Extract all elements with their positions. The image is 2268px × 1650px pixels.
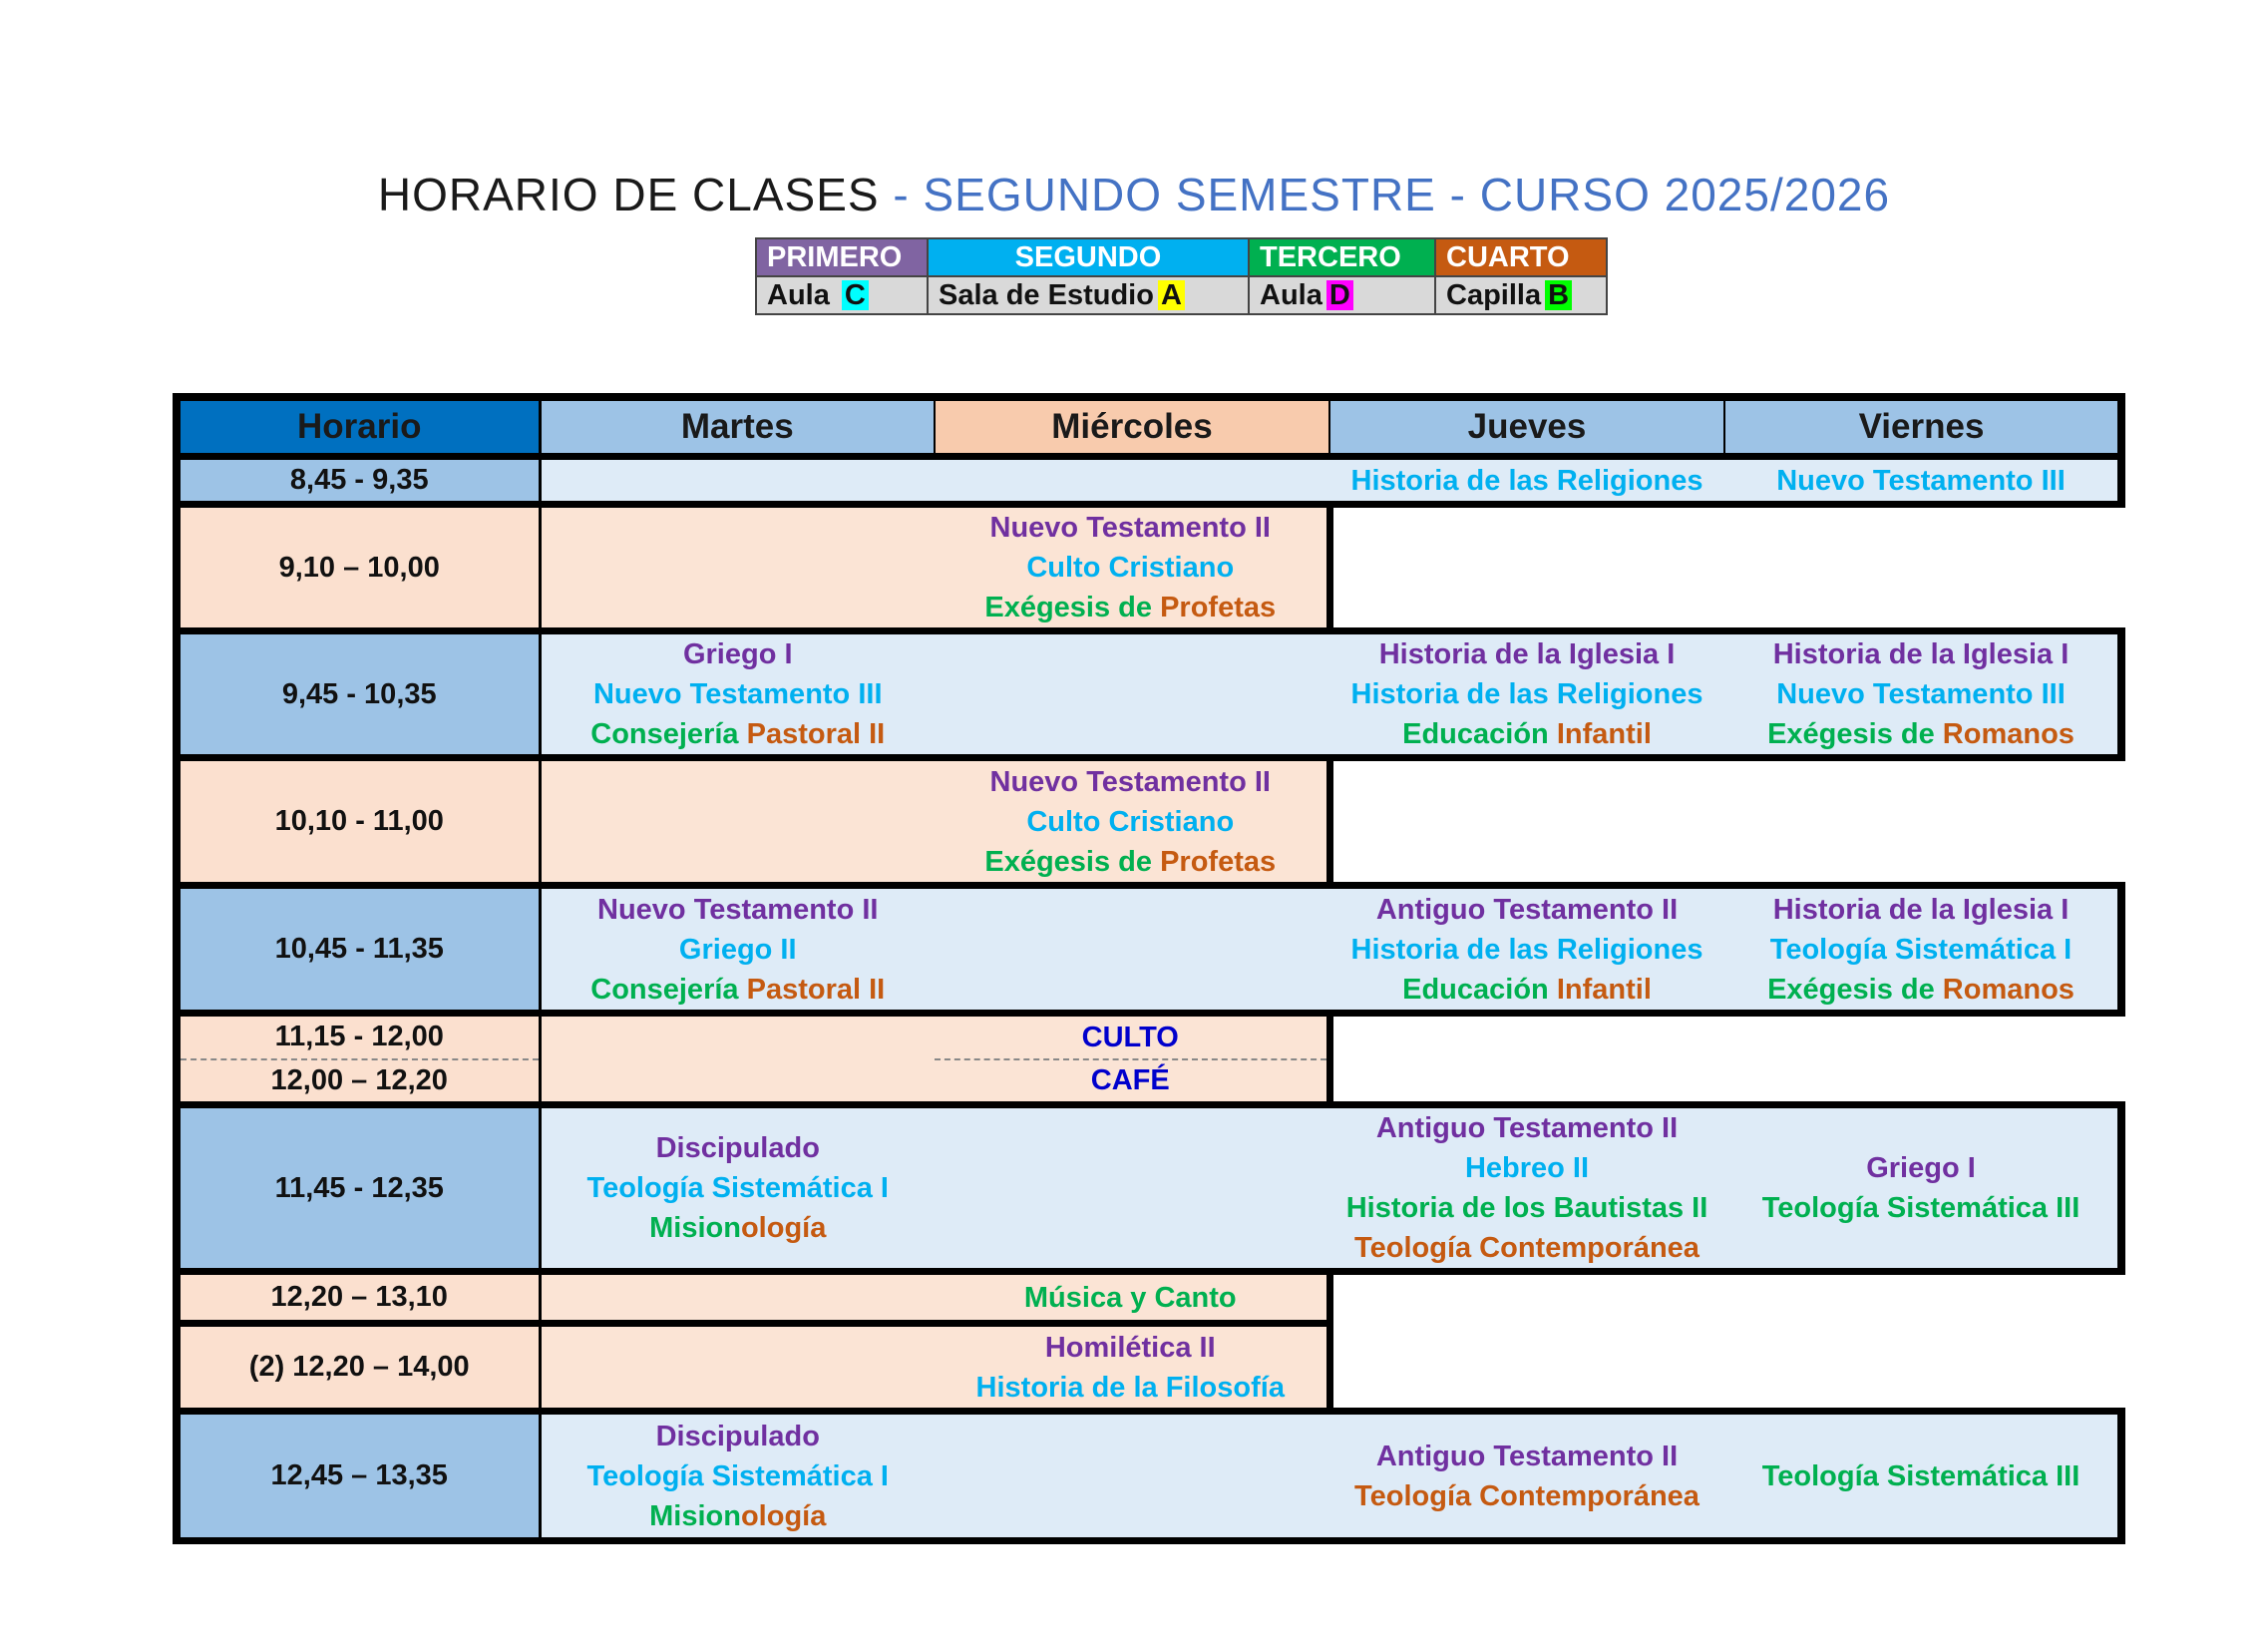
martes-cell: [540, 886, 935, 1014]
table-row: [177, 631, 2121, 758]
class-item: Educación Infantil: [1402, 973, 1652, 1006]
class-item: Nuevo Testamento II: [989, 512, 1271, 544]
class-item: Educación Infantil: [1402, 718, 1652, 750]
class-item: Nuevo Testamento III: [1776, 678, 2066, 710]
class-item: Discipulado: [655, 1132, 820, 1164]
jueves-cell: [1329, 1412, 1724, 1541]
miercoles-cell: [935, 886, 1329, 1014]
class-item: Historia de la Filosofía: [975, 1371, 1285, 1404]
header-horario: Horario: [177, 397, 540, 457]
legend-cuarto: CUARTO: [1435, 238, 1607, 276]
legend-tercero: TERCERO: [1249, 238, 1435, 276]
class-item: Misionología: [649, 1212, 827, 1244]
class-item: Teología Sistemática I: [1769, 933, 2073, 966]
class-item: Culto Cristiano: [1026, 805, 1235, 838]
martes-cell: [540, 758, 935, 886]
cafe-label: CAFÉ: [1090, 1064, 1170, 1097]
time-slot: 10,45 - 11,35: [177, 886, 540, 1014]
viernes-cell: [1724, 886, 2121, 1014]
martes-cell: [540, 631, 935, 758]
jueves-cell: [1329, 631, 1724, 758]
class-item: Discipulado: [655, 1420, 820, 1452]
header-martes: Martes: [540, 397, 935, 457]
class-item: Teología Sistemática I: [586, 1459, 889, 1492]
title-semester: - SEGUNDO SEMESTRE - CURSO 2025/2026: [879, 169, 1891, 220]
martes-cell: [540, 1105, 935, 1272]
empty-cell: [1329, 505, 2121, 631]
class-item: Historia de la Iglesia I: [1378, 638, 1676, 670]
legend-room-primero: Aula C: [756, 276, 928, 314]
jueves-cell: [1329, 1105, 1724, 1272]
page-title: [0, 168, 2268, 221]
course-legend: [755, 237, 1608, 315]
class-item: Teología Sistemática III: [1761, 1192, 2080, 1224]
class-item: Teología Sistemática I: [586, 1172, 889, 1204]
miercoles-cell: [935, 1272, 1329, 1324]
time-slot: 12,20 – 13,10: [177, 1272, 540, 1324]
time-slot: 12,00 – 12,20: [177, 1059, 540, 1105]
class-item: Antiguo Testamento II: [1375, 1112, 1679, 1144]
class-item: Exégesis de Romanos: [1767, 973, 2075, 1006]
legend-room-segundo: Sala de Estudio A: [928, 276, 1249, 314]
class-item: Historia de los Bautistas II: [1345, 1192, 1708, 1224]
time-slot: 8,45 - 9,35: [177, 457, 540, 505]
class-item: Historia de las Religiones: [1350, 464, 1703, 497]
empty-cell: [1329, 1324, 2121, 1412]
class-item: Historia de las Religiones: [1350, 678, 1703, 710]
class-item: Teología Contemporánea: [1354, 1479, 1700, 1512]
room-tag-d: D: [1326, 280, 1353, 310]
martes-cell: [540, 1412, 935, 1541]
table-row: [177, 1324, 2121, 1412]
header-miercoles: Miércoles: [935, 397, 1329, 457]
class-item: Historia de la Iglesia I: [1772, 893, 2070, 926]
viernes-cell: [1724, 457, 2121, 505]
class-item: Teología Sistemática III: [1761, 1459, 2080, 1492]
class-item: Nuevo Testamento II: [989, 765, 1271, 798]
empty-cell: [1329, 758, 2121, 886]
miercoles-cell: [935, 758, 1329, 886]
class-item: Antiguo Testamento II: [1375, 893, 1679, 926]
viernes-cell: [1724, 1412, 2121, 1541]
table-row: [177, 1272, 2121, 1324]
class-item: Griego I: [682, 638, 793, 670]
empty-cell: [1329, 1059, 2121, 1105]
martes-cell: [540, 1059, 935, 1105]
title-main: HORARIO DE CLASES: [377, 169, 880, 220]
time-slot: 11,45 - 12,35: [177, 1105, 540, 1272]
class-item: Antiguo Testamento II: [1375, 1440, 1679, 1472]
miercoles-cell: [935, 457, 1329, 505]
room-tag-a: A: [1158, 280, 1185, 310]
legend-room-cuarto: Capilla B: [1435, 276, 1607, 314]
table-row: [177, 1412, 2121, 1541]
miercoles-cell: [935, 1059, 1329, 1105]
class-item: Nuevo Testamento III: [592, 678, 883, 710]
miercoles-cell: [935, 1412, 1329, 1541]
martes-cell: [540, 1324, 935, 1412]
martes-cell: [540, 1014, 935, 1059]
martes-cell: [540, 457, 935, 505]
class-item: Nuevo Testamento II: [597, 893, 879, 926]
martes-cell: [540, 505, 935, 631]
legend-room-tercero: Aula D: [1249, 276, 1435, 314]
jueves-cell: [1329, 886, 1724, 1014]
miercoles-cell: [935, 1014, 1329, 1059]
miercoles-cell: [935, 1324, 1329, 1412]
header-viernes: Viernes: [1724, 397, 2121, 457]
time-slot: (2) 12,20 – 14,00: [177, 1324, 540, 1412]
legend-segundo: SEGUNDO: [928, 238, 1249, 276]
class-item: Griego II: [678, 933, 797, 966]
legend-primero: PRIMERO: [756, 238, 928, 276]
room-tag-c: C: [842, 280, 869, 310]
time-slot: 10,10 - 11,00: [177, 758, 540, 886]
time-slot: 9,10 – 10,00: [177, 505, 540, 631]
miercoles-cell: [935, 505, 1329, 631]
class-item: Hebreo II: [1464, 1152, 1590, 1184]
class-item: Música y Canto: [1023, 1281, 1237, 1314]
header-jueves: Jueves: [1329, 397, 1724, 457]
empty-cell: [1329, 1272, 2121, 1324]
table-row: [177, 1059, 2121, 1105]
class-item: Griego I: [1866, 1152, 1976, 1184]
class-item: Historia de las Religiones: [1350, 933, 1703, 966]
table-row: [177, 886, 2121, 1014]
class-item: Consejería Pastoral II: [590, 973, 886, 1006]
miercoles-cell: [935, 631, 1329, 758]
class-item: Exégesis de Romanos: [1767, 718, 2075, 750]
time-slot: 11,15 - 12,00: [177, 1014, 540, 1059]
class-item: Exégesis de Profetas: [984, 592, 1277, 623]
table-row: [177, 758, 2121, 886]
class-item: Culto Cristiano: [1026, 552, 1235, 584]
viernes-cell: [1724, 1105, 2121, 1272]
table-row: [177, 1014, 2121, 1059]
empty-cell: [1329, 1014, 2121, 1059]
time-slot: 12,45 – 13,35: [177, 1412, 540, 1541]
class-item: Homilética II: [1044, 1331, 1216, 1364]
class-item: Misionología: [649, 1499, 827, 1532]
culto-label: CULTO: [1081, 1021, 1179, 1053]
martes-cell: [540, 1272, 935, 1324]
class-item: Historia de la Iglesia I: [1772, 638, 2070, 670]
header-row: [177, 397, 2121, 457]
table-row: [177, 1105, 2121, 1272]
class-item: Consejería Pastoral II: [590, 718, 886, 750]
jueves-cell: [1329, 457, 1724, 505]
time-slot: 9,45 - 10,35: [177, 631, 540, 758]
viernes-cell: [1724, 631, 2121, 758]
table-row: [177, 505, 2121, 631]
table-row: [177, 457, 2121, 505]
class-item: Nuevo Testamento III: [1776, 464, 2066, 497]
schedule-table: [173, 393, 2125, 1544]
room-tag-b: B: [1545, 280, 1572, 310]
class-item: Teología Contemporánea: [1354, 1232, 1700, 1264]
miercoles-cell: [935, 1105, 1329, 1272]
class-item: Exégesis de Profetas: [984, 845, 1277, 878]
